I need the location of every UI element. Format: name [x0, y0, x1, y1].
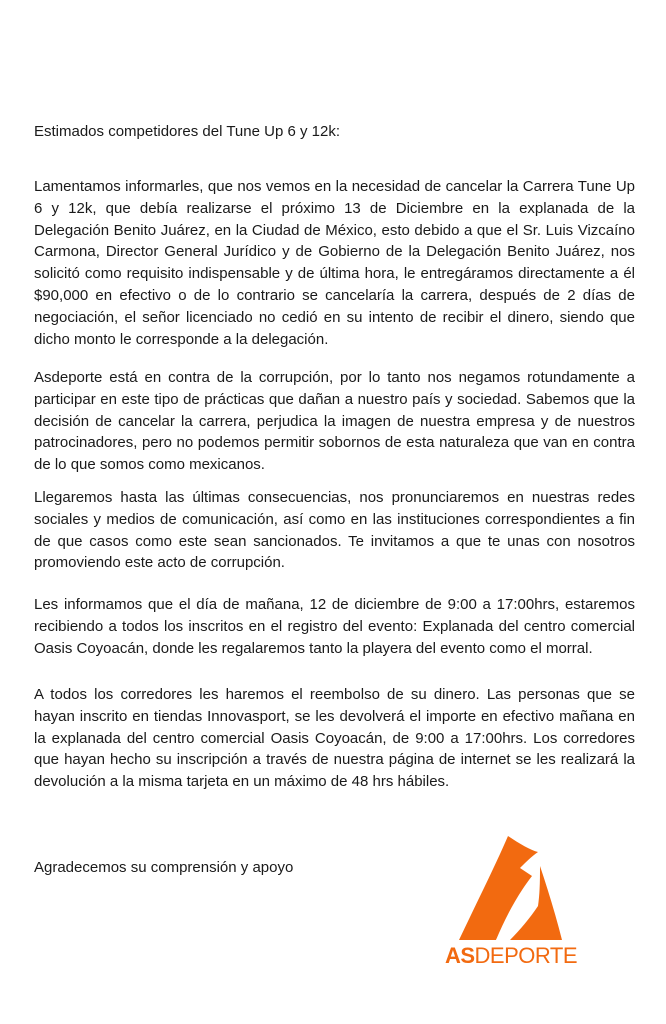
asdeporte-brand: [444, 943, 578, 969]
paragraph-event-info: Les informamos que el día de mañana, 12 de diciembre de 9:00 a 17:00hrs, estaremos recibiendo a todos los inscritos en el registro del evento: Explanada del centro comercial Oasis Coyoacán, donde les regalaremos tanto la playera del evento como el morral.: [34, 596, 635, 657]
paragraph-cancellation: Lamentamos informarles, que nos vemos en la necesidad de cancelar la Carrera Tune Up 6 y 12k, que debía realizarse el próximo 13 de Diciembre en la explanada de la Delegación Benito Juárez, en la Ciudad de México, esto debido a que el Sr. Luis Vizcaíno Carmona, Director General Jurídico y de Gobierno de la Delegación Benito Juárez, nos solicitó como requisito indispensable y de última hora, le entregáramos directamente a él $90,000 en efectivo o de lo contrario se cancelaría la carrera, después de 2 días de negociación, el señor licenciado no cedió en su intento de recibir el dinero, siendo que dicho monto le corresponde a la delegación.: [34, 178, 635, 348]
asdeporte-logo-mark-icon: [456, 834, 564, 944]
brand-as: AS: [444, 943, 475, 968]
paragraph-consequences: Llegaremos hasta las últimas consecuencias, nos pronunciaremos en nuestras redes sociales y medios de comunicación, así como en las instituciones correspondientes a fin de que casos como este sean sancionados. Te invitamos a que te unas con nosotros promoviendo este acto de corrupción.: [34, 489, 635, 572]
letter-greeting: Estimados competidores del Tune Up 6 y 12k:: [34, 123, 340, 140]
brand-deporte: DEPORTE: [474, 943, 577, 968]
letter-closing: Agradecemos su comprensión y apoyo: [34, 859, 294, 876]
asdeporte-logo: [444, 834, 578, 974]
paragraph-refund: A todos los corredores les haremos el reembolso de su dinero. Las personas que se hayan inscrito en tiendas Innovasport, se les devolverá el importe en efectivo mañana en la explanada del centro comercial Oasis Coyoacán, de 9:00 a 17:00hrs. Los corredores que hayan hecho su inscripción a través de nuestra página de internet se les realizará la devolución a la misma tarjeta en un máximo de 48 hrs hábiles.: [34, 686, 635, 791]
paragraph-anticorruption: Asdeporte está en contra de la corrupción, por lo tanto nos negamos rotundamente a participar en este tipo de prácticas que dañan a nuestro país y sociedad. Sabemos que la decisión de cancelar la carrera, perjudica la imagen de nuestra empresa y de nuestros patrocinadores, pero no podemos permitir sobornos de esta naturaleza que van en contra de lo que somos como mexicanos.: [34, 369, 635, 474]
